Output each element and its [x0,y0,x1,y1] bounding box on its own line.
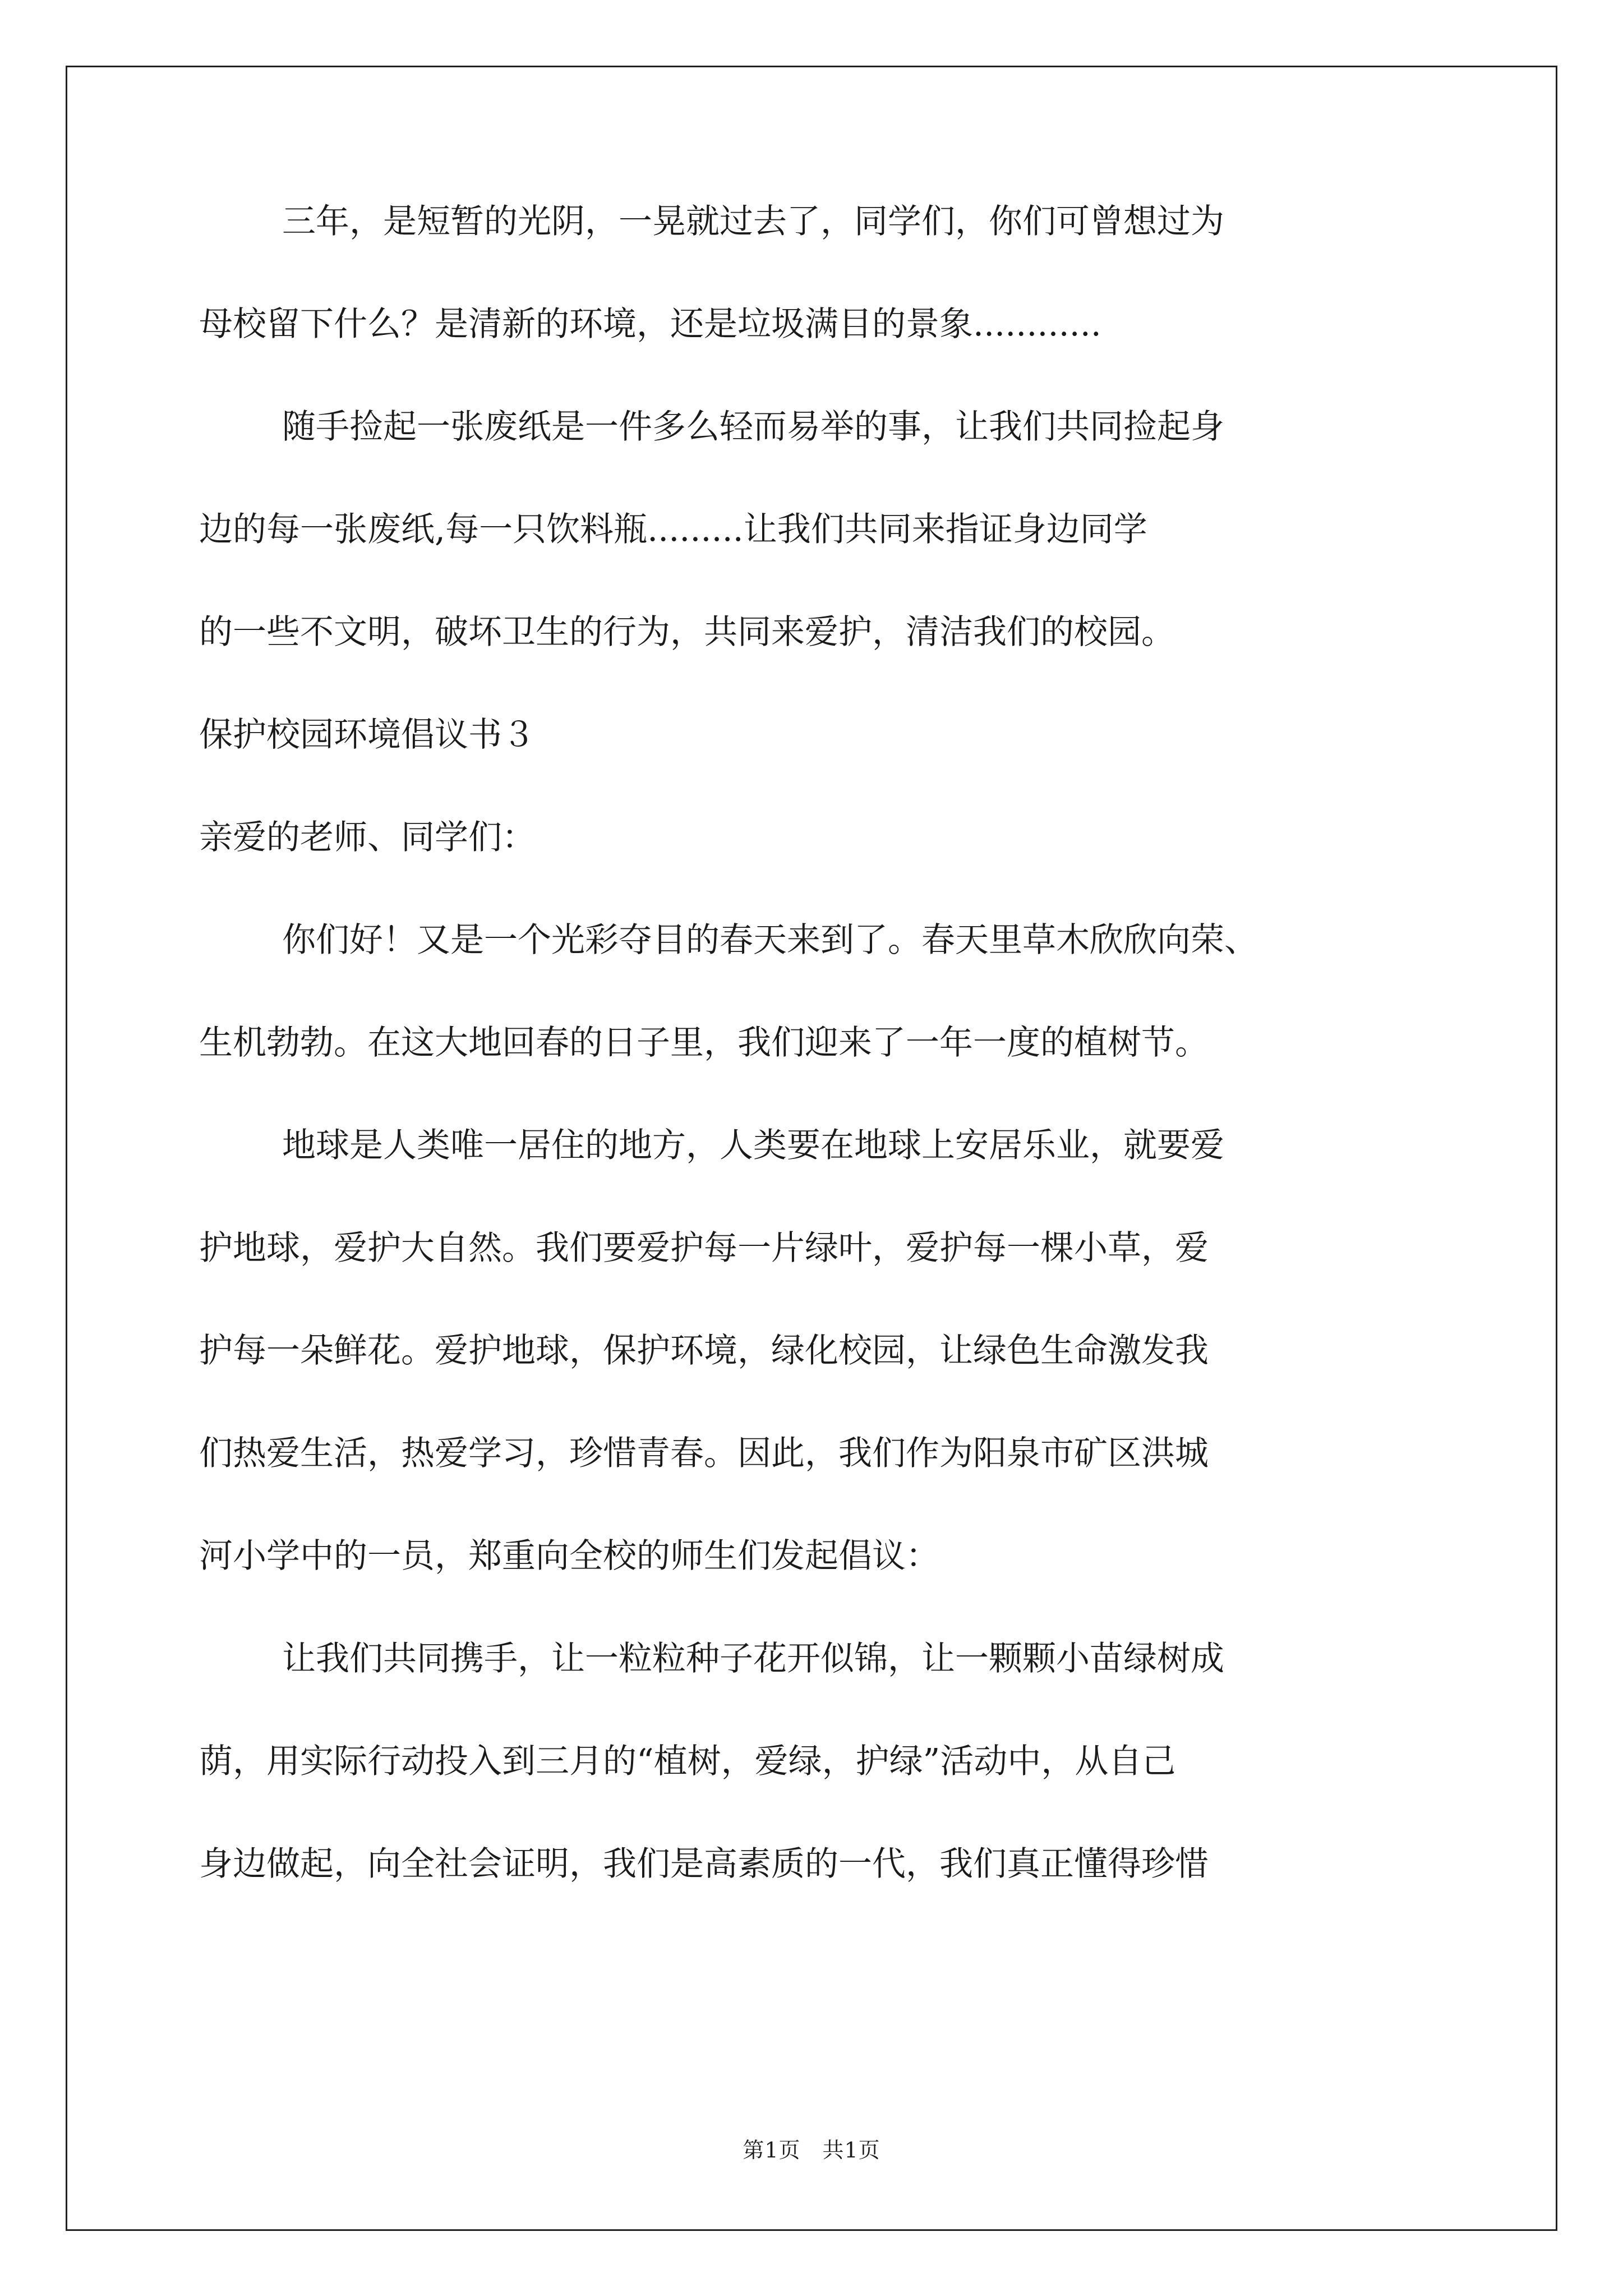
text-line: 让我们共同携手，让一粒粒种子花开似锦，让一颗颗小苗绿树成 [282,1639,1224,1678]
text-line: 生机勃勃。在这大地回春的日子里，我们迎来了一年一度的植树节。 [199,1023,1209,1062]
text-line: 河小学中的一员，郑重向全校的师生们发起倡议： [199,1536,939,1576]
text-line: 地球是人类唯一居住的地方，人类要在地球上安居乐业，就要爱 [282,1126,1224,1165]
text-line: 母校留下什么？是清新的环境，还是垃圾满目的景象............ [199,305,1101,344]
salutation: 亲爱的老师、同学们： [199,818,536,857]
page-footer: 第1页 共1页 [743,2138,880,2162]
document-body [199,202,1433,1950]
section-heading: 保护校园环境倡议书３ [199,715,536,754]
text-line: 荫，用实际行动投入到三月的“植树，爱绿，护绿”活动中，从自己 [199,1742,1176,1781]
text-line: 们热爱生活，热爱学习，珍惜青春。因此，我们作为阳泉市矿区洪城 [199,1434,1209,1473]
text-line: 边的每一张废纸,每一只饮料瓶.........让我们共同来指证身边同学 [199,510,1147,549]
text-line: 随手捡起一张废纸是一件多么轻而易举的事，让我们共同捡起身 [282,407,1224,447]
text-line: 身边做起，向全社会证明，我们是高素质的一代，我们真正懂得珍惜 [199,1844,1209,1884]
text-line: 的一些不文明，破坏卫生的行为，共同来爱护，清洁我们的校园。 [199,613,1175,652]
text-line: 三年，是短暂的光阴，一晃就过去了，同学们，你们可曾想过为 [282,202,1224,241]
text-line: 护地球，爱护大自然。我们要爱护每一片绿叶，爱护每一棵小草，爱 [199,1228,1209,1268]
text-line: 护每一朵鲜花。爱护地球，保护环境，绿化校园，让绿色生命激发我 [199,1331,1209,1370]
text-line: 你们好！又是一个光彩夺目的春天来到了。春天里草木欣欣向荣、 [282,921,1258,960]
